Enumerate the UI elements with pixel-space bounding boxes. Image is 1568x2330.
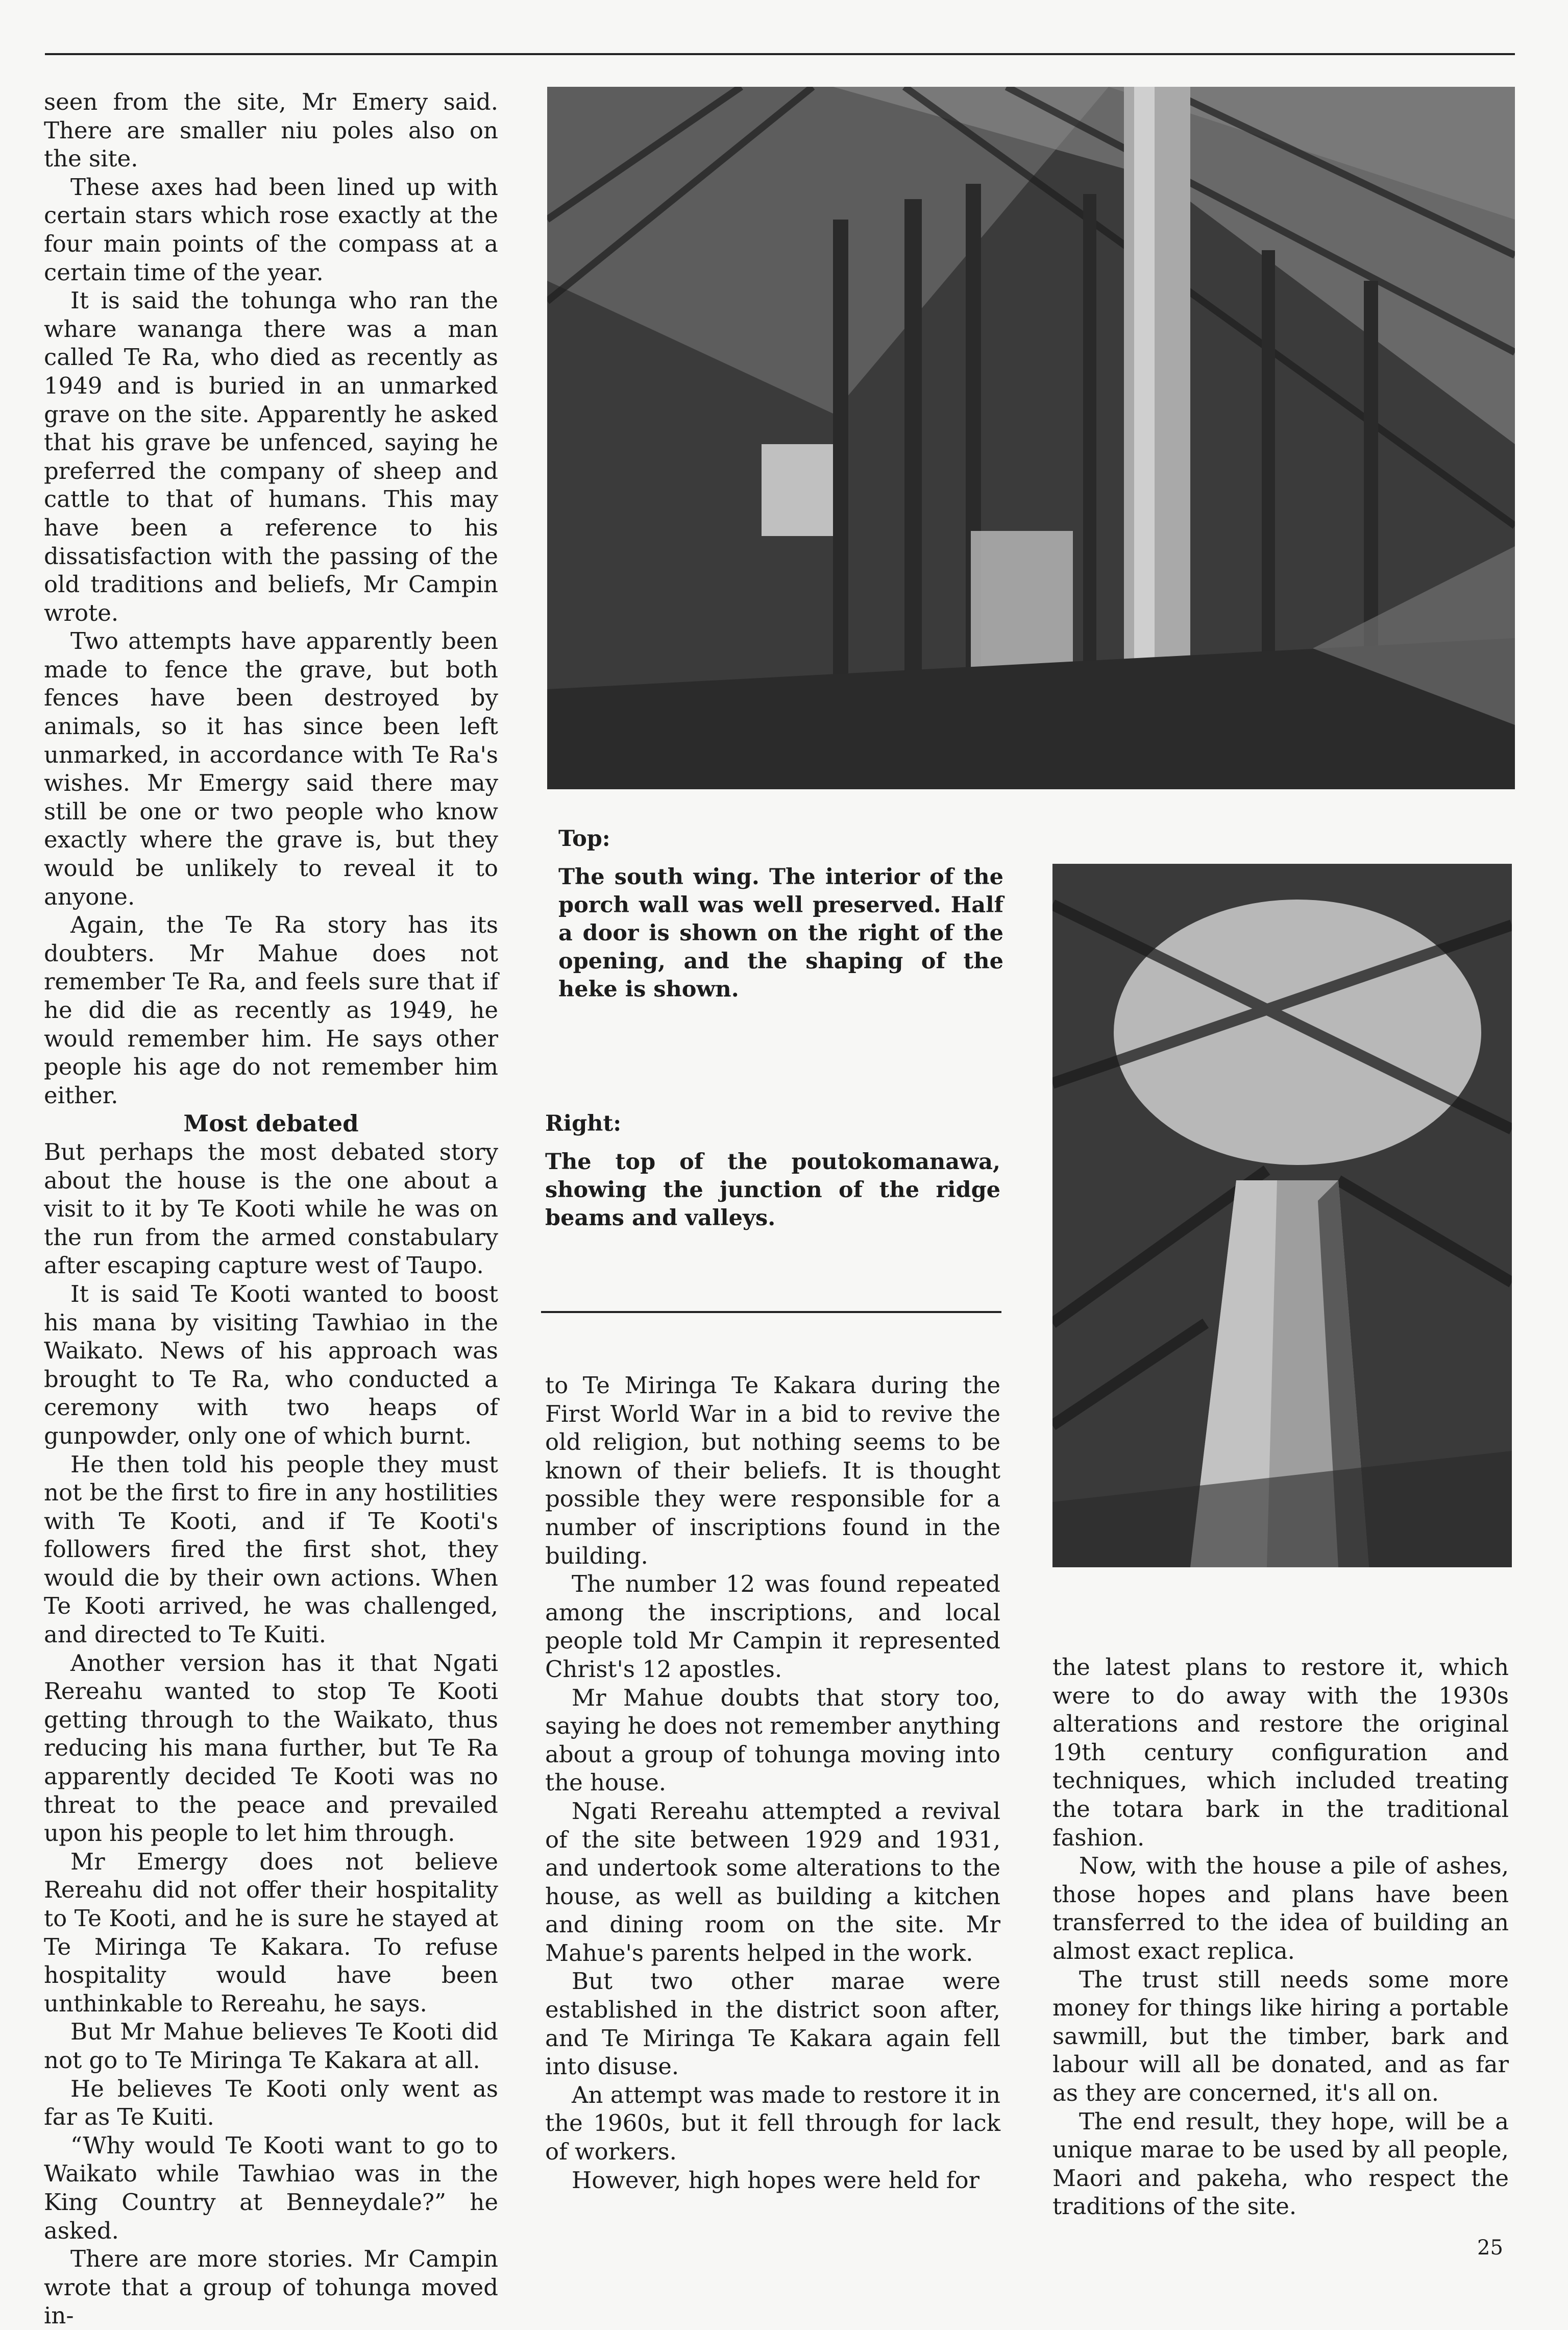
top-rule xyxy=(45,53,1515,55)
article-column-3 xyxy=(1052,1653,1509,2221)
paragraph: Ngati Rereahu attempted a revival of the site between 1929 and 1931, and undertook some alterations to the house, as well as building a kitchen and dining room on the site. Mr Mahue's parents helped in the work. xyxy=(545,1797,1000,1967)
photo-poutokomanawa-illustration xyxy=(1052,864,1512,1567)
paragraph: But Mr Mahue believes Te Kooti did not go to Te Miringa Te Kakara at all. xyxy=(44,2018,498,2074)
paragraph: But two other marae were established in the district soon after, and Te Miringa Te Kakara again fell into disuse. xyxy=(545,1968,1000,2080)
caption-right xyxy=(545,1110,1000,1232)
paragraph: He then told his people they must not be the first to fire in any hostilities with Te Kooti, and if Te Kooti's followers fired the first shot, they would die by their own actions. When Te Kooti arrived, he was challenged, and directed to Te Kuiti. xyxy=(44,1450,498,1648)
paragraph: “Why would Te Kooti want to go to Waikato while Tawhiao was in the King Country at Benneydale?” he asked. xyxy=(44,2131,498,2244)
photo-poutokomanawa xyxy=(1052,864,1512,1567)
paragraph: Now, with the house a pile of ashes, those hopes and plans have been transferred to the idea of building an almost exact replica. xyxy=(1052,1852,1509,1964)
caption-right-text: The top of the poutokomanawa, showing the junction of the ridge beams and valleys. xyxy=(545,1149,1000,1231)
divider-rule xyxy=(541,1311,1001,1313)
paragraph: An attempt was made to restore it in the 1960s, but it fell through for lack of workers. xyxy=(545,2081,1000,2166)
paragraph: Two attempts have apparently been made to fence the grave, but both fences have been destroyed by animals, so it has since been left unmarked, in accordance with Te Ra's wishes. Mr Emergy said there may still be one or two people who know exactly where the grave is, but they would be unlikely to reveal it to anyone. xyxy=(44,627,498,910)
caption-right-label: Right: xyxy=(545,1111,622,1136)
paragraph: Mr Mahue doubts that story too, saying he does not remember anything about a group of tohunga moving into the house. xyxy=(545,1684,1000,1797)
paragraph: The trust still needs some more money for things like hiring a portable sawmill, but the timber, bark and labour will all be donated, and as far as they are concerned, it's all on. xyxy=(1052,1965,1509,2106)
paragraph: But perhaps the most debated story about the house is the one about a visit to it by Te Kooti while he was on the run from the armed constabulary after escaping capture west of Taupo. xyxy=(44,1138,498,1279)
paragraph: The end result, they hope, will be a unique marae to be used by all people, Maori and pakeha, who respect the traditions of the site. xyxy=(1052,2107,1509,2220)
paragraph: However, high hopes were held for xyxy=(572,2166,980,2194)
photo-south-wing-illustration xyxy=(547,87,1515,789)
article-column-2 xyxy=(545,1371,1000,2194)
paragraph: Mr Emergy does not believe Rereahu did not offer their hospitality to Te Kooti, and he is sure he stayed at Te Miringa Te Kakara. To refuse hospitality would have been unthinkable to Rereahu, he says. xyxy=(44,1848,498,2017)
photo-south-wing xyxy=(547,87,1515,789)
paragraph: seen from the site, Mr Emery said. There are smaller niu poles also on the site. xyxy=(44,88,498,173)
paragraph: He believes Te Kooti only went as far as Te Kuiti. xyxy=(44,2075,498,2131)
paragraph: It is said Te Kooti wanted to boost his mana by visiting Tawhiao in the Waikato. News of his approach was brought to Te Ra, who conducted a ceremony with two heaps of gunpowder, only one of which burnt. xyxy=(44,1280,498,1449)
caption-top-text: The south wing. The interior of the porch wall was well preserved. Half a door is shown on the right of the opening, and the shaping of the heke is shown. xyxy=(558,864,1003,1002)
article-column-1 xyxy=(44,88,498,2330)
paragraph: Again, the Te Ra story has its doubters. Mr Mahue does not remember Te Ra, and feels sure that if he did die as recently as 1949, he would remember him. He says other people his age do not remember him either. xyxy=(44,911,498,1109)
section-heading: Most debated xyxy=(183,1110,359,1137)
paragraph: There are more stories. Mr Campin wrote that a group of tohunga moved in- xyxy=(44,2245,498,2329)
caption-top xyxy=(558,825,1003,1004)
paragraph: The number 12 was found repeated among the inscriptions, and local people told Mr Campin it represented Christ's 12 apostles. xyxy=(545,1570,1000,1683)
paragraph: It is said the tohunga who ran the whare wananga there was a man called Te Ra, who died as recently as 1949 and is buried in an unmarked grave on the site. Apparently he asked that his grave be unfenced, saying he preferred the company of sheep and cattle to that of humans. This may have been a reference to his dissatisfaction with the passing of the old traditions and beliefs, Mr Campin wrote. xyxy=(44,287,498,626)
page-number: 25 xyxy=(1477,2236,1503,2260)
caption-top-label: Top: xyxy=(558,826,610,852)
paragraph: These axes had been lined up with certain stars which rose exactly at the four main points of the compass at a certain time of the year. xyxy=(44,173,498,286)
paragraph: the latest plans to restore it, which were to do away with the 1930s alterations and restore the original 19th century configuration and techniques, which included treating the totara bark in the traditional fashion. xyxy=(1052,1654,1509,1851)
paragraph: Another version has it that Ngati Rereahu wanted to stop Te Kooti getting through to the Waikato, thus reducing his mana further, but Te Ra apparently decided Te Kooti was no threat to the peace and prevailed upon his people to let him through. xyxy=(44,1649,498,1847)
paragraph: to Te Miringa Te Kakara during the First World War in a bid to revive the old religion, but nothing seems to be known of their beliefs. It is thought possible they were responsible for a number of inscriptions found in the building. xyxy=(545,1372,1000,1569)
